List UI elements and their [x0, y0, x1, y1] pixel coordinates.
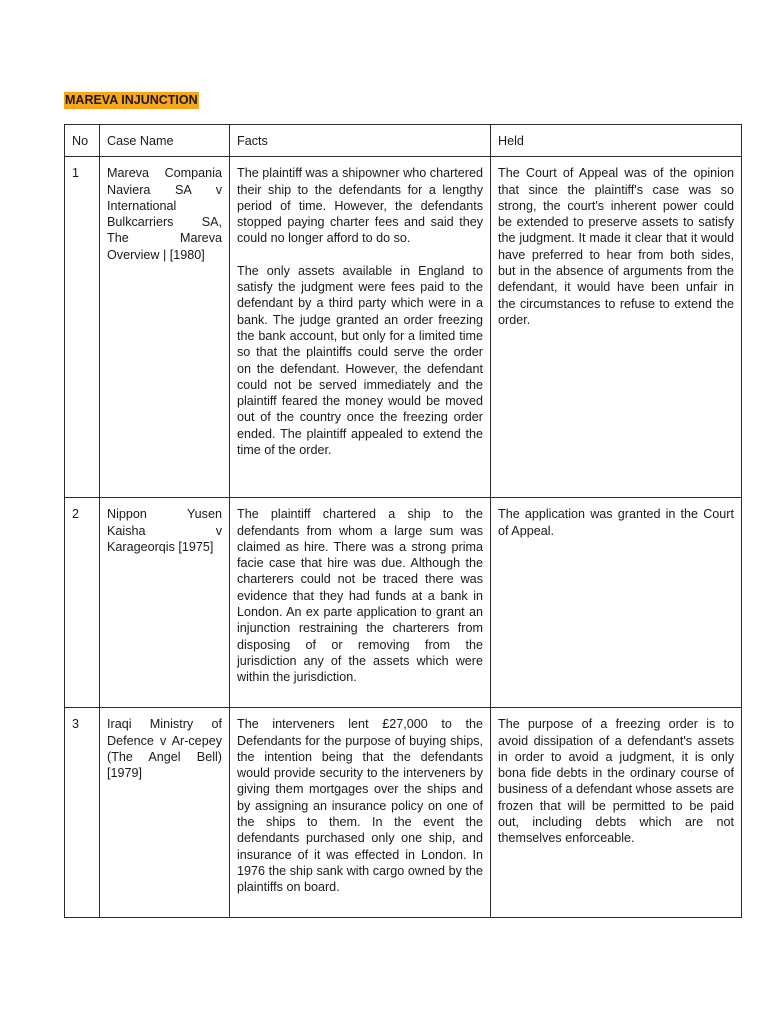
header-no: No — [65, 125, 100, 157]
table-header — [65, 125, 742, 157]
table-row — [65, 498, 742, 708]
case-held: The purpose of a freezing order is to avoid dissipation of a defendant's assets in order to avoid a judgment, it is only bona fide debts in the ordinary course of business of a defendant whose assets are frozen that will be permitted to be paid out, including debts which are not themselves enforceable. — [491, 708, 742, 918]
header-facts: Facts — [230, 125, 491, 157]
case-number: 3 — [65, 708, 100, 918]
table-row — [65, 708, 742, 918]
facts-paragraph: The plaintiff chartered a ship to the defendants from whom a large sum was claimed as hire. There was a strong prima facie case that hire was due. Although the charterers could not be traced there was evidence that they had funds at a bank in London. An ex parte application to grant an injunction restraining the charterers from disposing of or removing from the jurisdiction any of the assets which were within the jurisdiction. — [237, 507, 483, 685]
table-body — [65, 157, 742, 918]
case-table — [64, 124, 742, 918]
header-row — [65, 125, 742, 157]
case-name: Iraqi Ministry of Defence v Ar-cepey (The Angel Bell)[1979] — [100, 708, 230, 918]
case-name: Mareva Compania Naviera SA v International Bulkcarriers SA, The Mareva Overview | [1980] — [100, 157, 230, 498]
header-case-name: Case Name — [100, 125, 230, 157]
document-title: MAREVA INJUNCTION — [65, 93, 198, 107]
header-held: Held — [491, 125, 742, 157]
case-name: Nippon Yusen Kaisha v Karageorqis [1975] — [100, 498, 230, 708]
case-facts — [230, 708, 491, 918]
case-number: 2 — [65, 498, 100, 708]
case-held: The Court of Appeal was of the opinion that since the plaintiff's case was so strong, the court's inherent power could be extended to preserve assets to satisfy the judgment. It made it clear that it would have preferred to hear from both sides, but in the absence of arguments from the defendant, it would have been unfair in the circumstances to refuse to extend the order. — [491, 157, 742, 498]
case-held: The application was granted in the Court of Appeal. — [491, 498, 742, 708]
facts-paragraph: The plaintiff was a shipowner who chartered their ship to the defendants for a lengthy period of time. However, the defendants stopped paying charter fees and said they could no longer afford to do so. — [237, 166, 483, 246]
facts-paragraph: The only assets available in England to satisfy the judgment were fees paid to the defendant by a third party which were in a bank. The judge granted an order freezing the bank account, but only for a limited time so that the plaintiffs could serve the order on the defendant. However, the defendant could not be served immediately and the plaintiff feared the money would be moved out of the country once the freezing order ended. The plaintiff appealed to extend the time of the order. — [237, 263, 483, 458]
case-facts — [230, 157, 491, 498]
case-number: 1 — [65, 157, 100, 498]
case-facts — [230, 498, 491, 708]
facts-paragraph: The interveners lent £27,000 to the Defendants for the purpose of buying ships, the intention being that the defendants would provide security to the interveners by giving them mortgages over the ships and by assigning an insurance policy on one of the ships to them. In the event the defendants purchased only one ship, and insurance of it was effected in London. In 1976 the ship sank with cargo owned by the plaintiffs on board. — [237, 717, 483, 895]
table-row — [65, 157, 742, 498]
